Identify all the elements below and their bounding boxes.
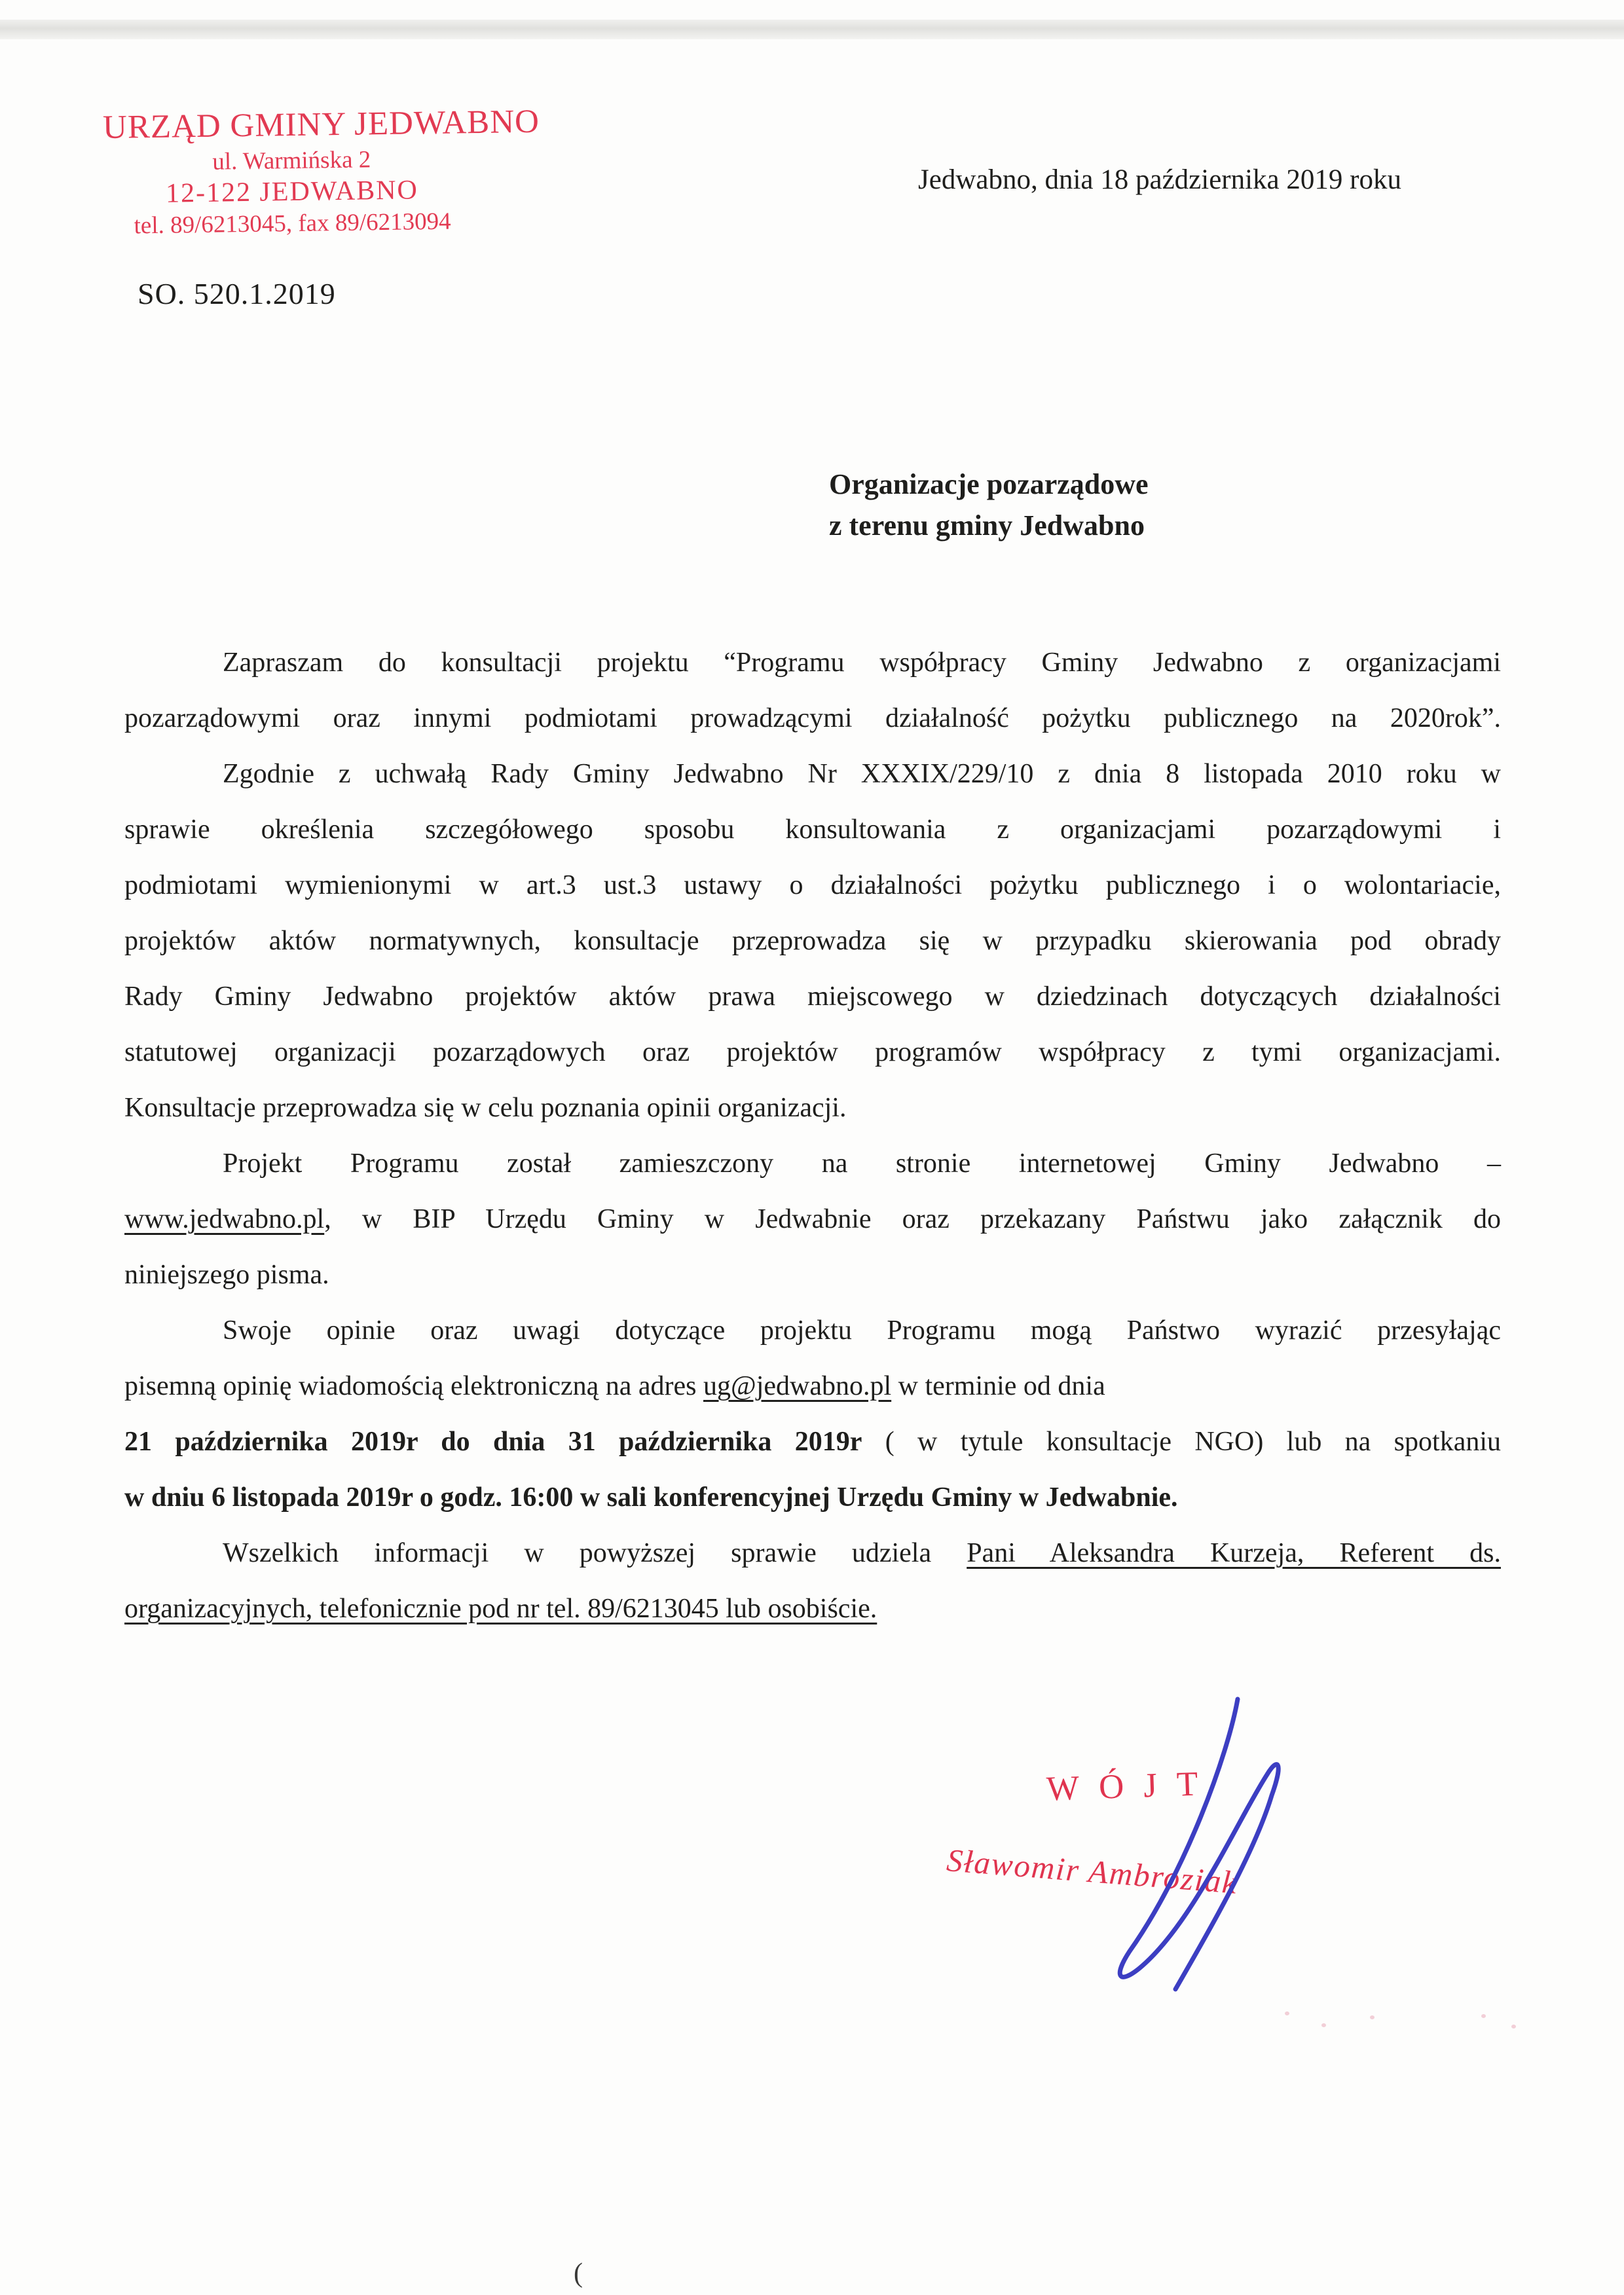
body-line (124, 802, 1501, 858)
body-line (124, 1080, 1501, 1136)
scan-mark: ( (574, 2258, 583, 2288)
bold-text: 21 października 2019r do dnia 31 października 2019r (124, 1427, 862, 1457)
body-line (124, 691, 1501, 746)
body-text: ( w tytule konsultacje NGO) lub na spotkaniu (862, 1427, 1501, 1457)
body-text: Konsultacje przeprowadza się w celu poznania opinii organizacji. (124, 1093, 847, 1123)
bold-text: w dniu 6 listopada 2019r o godz. 16:00 w sali konferencyjnej Urzędu Gminy w Jedwabnie. (124, 1482, 1178, 1513)
date-line: Jedwabno, dnia 18 października 2019 roku (918, 164, 1401, 195)
body-text: projektów aktów normatywnych, konsultacje przeprowadza się w przypadku skierowania pod obrady (124, 926, 1501, 956)
body-line (124, 858, 1501, 913)
body-text: sprawie określenia szczegółowego sposobu konsultowania z organizacjami pozarządowymi i (124, 815, 1501, 845)
body-line (124, 746, 1501, 802)
body-text: Zapraszam do konsultacji projektu “Programu współpracy Gminy Jedwabno z organizacjami (223, 648, 1501, 678)
signature-title-stamp: WÓJT (1046, 1764, 1219, 1808)
body-text: , w BIP Urzędu Gminy w Jedwabnie oraz przekazany Państwu jako załącznik do (324, 1204, 1501, 1234)
body-line (124, 1303, 1501, 1359)
sender-city: 12-122 JEDWABNO (165, 175, 419, 209)
addressee-line2: z terenu gminy Jedwabno (829, 509, 1145, 542)
underlined-text: Pani Aleksandra Kurzeja, Referent ds. (967, 1538, 1501, 1568)
handwritten-signature-ink (1041, 1676, 1342, 2010)
scan-speck (1370, 2015, 1375, 2019)
body-line (124, 1526, 1501, 1581)
letter-body (124, 635, 1501, 1637)
body-text: Wszelkich informacji w powyższej sprawie udziela (223, 1538, 967, 1568)
body-text: pozarządowymi oraz innymi podmiotami prowadzącymi działalność pożytku publicznego na 2020rok”. (124, 703, 1501, 733)
body-line (124, 1581, 1501, 1637)
body-text: statutowej organizacji pozarządowych oraz projektów programów współpracy z tymi organizacjami. (124, 1037, 1501, 1067)
reference-number: SO. 520.1.2019 (138, 277, 336, 310)
signature-stroke (1120, 1699, 1278, 1989)
underlined-text: organizacyjnych, telefonicznie pod nr tel. 89/6213045 lub osobiście. (124, 1594, 877, 1624)
body-text: Rady Gminy Jedwabno projektów aktów prawa miejscowego w dziedzinach dotyczących działalności (124, 982, 1501, 1012)
sender-phone-fax: tel. 89/6213045, fax 89/6213094 (134, 208, 451, 240)
body-text: Projekt Programu został zamieszczony na stronie internetowej Gminy Jedwabno – (223, 1148, 1501, 1179)
body-line (124, 635, 1501, 691)
sender-address-stamp (102, 103, 540, 240)
body-line (124, 1359, 1501, 1414)
body-text: Swoje opinie oraz uwagi dotyczące projektu Programu mogą Państwo wyrazić przesyłając (223, 1315, 1501, 1346)
addressee-block (829, 464, 1149, 546)
body-line (124, 969, 1501, 1025)
scan-speck (1285, 2011, 1289, 2015)
body-line (124, 1414, 1501, 1470)
body-line (124, 1470, 1501, 1526)
scan-speck (1481, 2014, 1486, 2018)
body-text: w terminie od dnia (891, 1371, 1105, 1401)
sender-street: ul. Warmińska 2 (212, 146, 371, 175)
body-line (124, 1025, 1501, 1080)
sender-name: URZĄD GMINY JEDWABNO (102, 103, 540, 147)
body-line (124, 1192, 1501, 1247)
body-text: Zgodnie z uchwałą Rady Gminy Jedwabno Nr XXXIX/229/10 z dnia 8 listopada 2010 roku w (223, 759, 1501, 789)
body-line (124, 1136, 1501, 1192)
scan-edge-artifact (0, 20, 1624, 39)
signature-name-stamp: Sławomir Ambroziak (945, 1841, 1240, 1901)
underlined-text: ug@jedwabno.pl (703, 1371, 892, 1401)
scan-speck (1511, 2025, 1516, 2029)
body-text: podmiotami wymienionymi w art.3 ust.3 ustawy o działalności pożytku publicznego i o wolontariacie, (124, 870, 1501, 900)
body-line (124, 1247, 1501, 1303)
addressee-line1: Organizacje pozarządowe (829, 468, 1149, 500)
scan-speck (1321, 2023, 1326, 2027)
body-text: pisemną opinię wiadomością elektroniczną na adres (124, 1371, 704, 1401)
body-text: niniejszego pisma. (124, 1260, 329, 1290)
body-line (124, 913, 1501, 969)
underlined-text: www.jedwabno.pl (124, 1204, 325, 1234)
